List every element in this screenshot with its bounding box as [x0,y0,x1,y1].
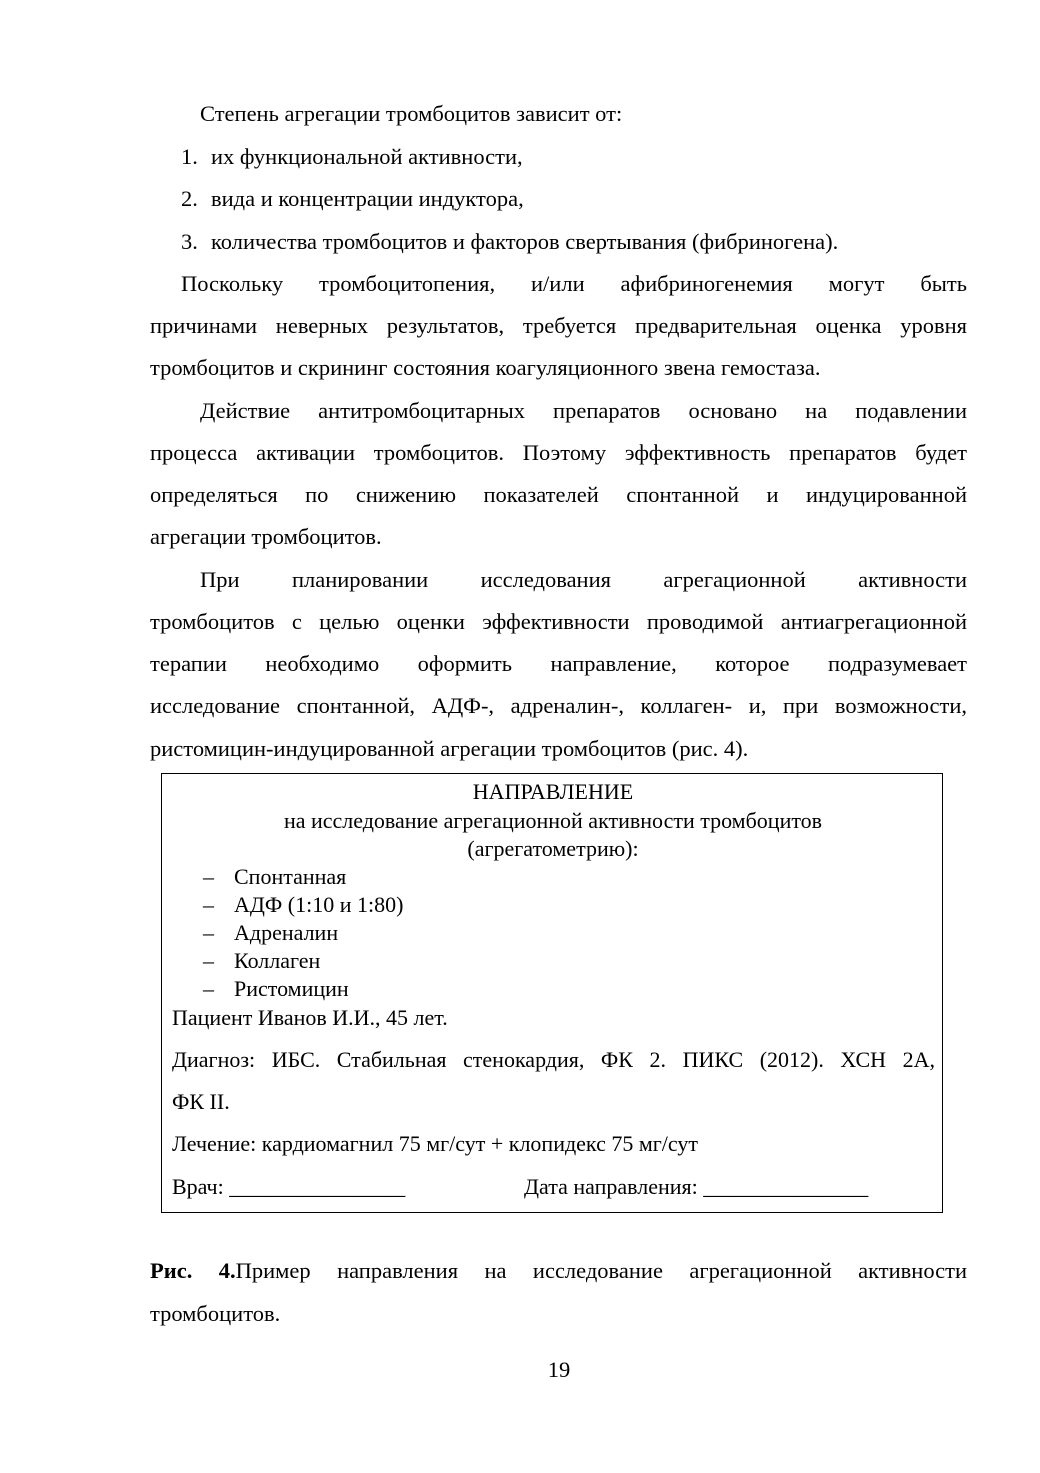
paragraph-line: исследование спонтанной, АДФ-, адреналин-, коллаген- и, при возможности, [150,693,967,718]
paragraph-line: Действие антитромбоцитарных препаратов основано на подавлении [200,398,967,423]
form-subtitle: (агрегатометрию): [467,836,639,861]
form-list-item [203,919,338,947]
form-title: НАПРАВЛЕНИЕ [472,779,634,804]
form-list-text: Адреналин [234,920,339,945]
paragraph-line: ристомицин-индуцированной агрегации тромбоцитов (рис. 4). [150,736,749,761]
figure-caption [150,1257,967,1285]
paragraph-line: При планировании исследования агрегационной активности [200,567,967,592]
dash-bullet: – [203,948,214,973]
paragraph-line: тромбоцитов с целью оценки эффективности проводимой антиагрегационной [150,609,967,634]
dash-bullet: – [203,920,214,945]
list-text: количества тромбоцитов и факторов свертывания (фибриногена). [211,229,839,254]
caption-text: Пример направления на исследование агрегационной активности [235,1258,967,1283]
patient-line: Пациент Иванов И.И., 45 лет. [172,1005,448,1030]
form-subtitle: на исследование агрегационной активности тромбоцитов [283,808,823,833]
list-number: 3. [181,229,198,254]
caption-continuation: тромбоцитов. [150,1301,281,1326]
paragraph-line: определяться по снижению показателей спонтанной и индуцированной [150,482,967,507]
list-text: их функциональной активности, [211,144,523,169]
diagnosis-line: Диагноз: ИБС. Стабильная стенокардия, ФК 2. ПИКС (2012). ХСН 2А, [172,1047,935,1072]
treatment-line: Лечение: кардиомагнил 75 мг/сут + клопидекс 75 мг/сут [172,1131,698,1156]
page-number: 19 [547,1357,571,1382]
paragraph-line: причинами неверных результатов, требуется предварительная оценка уровня [150,313,967,338]
form-list-text: Ристомицин [234,976,349,1001]
intro-text: Степень агрегации тромбоцитов зависит от: [200,101,623,126]
dash-bullet: – [203,892,214,917]
referral-date-field: Дата направления: _______________ [524,1174,869,1199]
form-list-text: АДФ (1:10 и 1:80) [234,892,404,917]
list-text: вида и концентрации индуктора, [211,186,524,211]
list-item [181,228,838,256]
form-list-item [203,891,403,919]
paragraph-line: терапии необходимо оформить направление, которое подразумевает [150,651,967,676]
paragraph-line: агрегации тромбоцитов. [150,524,382,549]
list-number: 1. [181,144,198,169]
list-number: 2. [181,186,198,211]
caption-label: Рис. 4. [150,1258,236,1283]
form-list-text: Спонтанная [234,864,347,889]
paragraph-line: процесса активации тромбоцитов. Поэтому эффективность препаратов будет [150,440,967,465]
referral-form [161,773,943,1213]
dash-bullet: – [203,864,214,889]
list-item [181,185,524,213]
paragraph-line: Поскольку тромбоцитопения, и/или афибриногенемия могут быть [181,271,967,296]
dash-bullet: – [203,976,214,1001]
list-item [181,143,523,171]
paragraph-line: тромбоцитов и скрининг состояния коагуляционного звена гемостаза. [150,355,821,380]
doctor-field: Врач: ________________ [172,1174,406,1199]
form-list-text: Коллаген [234,948,321,973]
diagnosis-line: ФК II. [172,1089,230,1114]
form-list-item [203,947,320,975]
form-list-item [203,975,349,1003]
form-list-item [203,863,346,891]
